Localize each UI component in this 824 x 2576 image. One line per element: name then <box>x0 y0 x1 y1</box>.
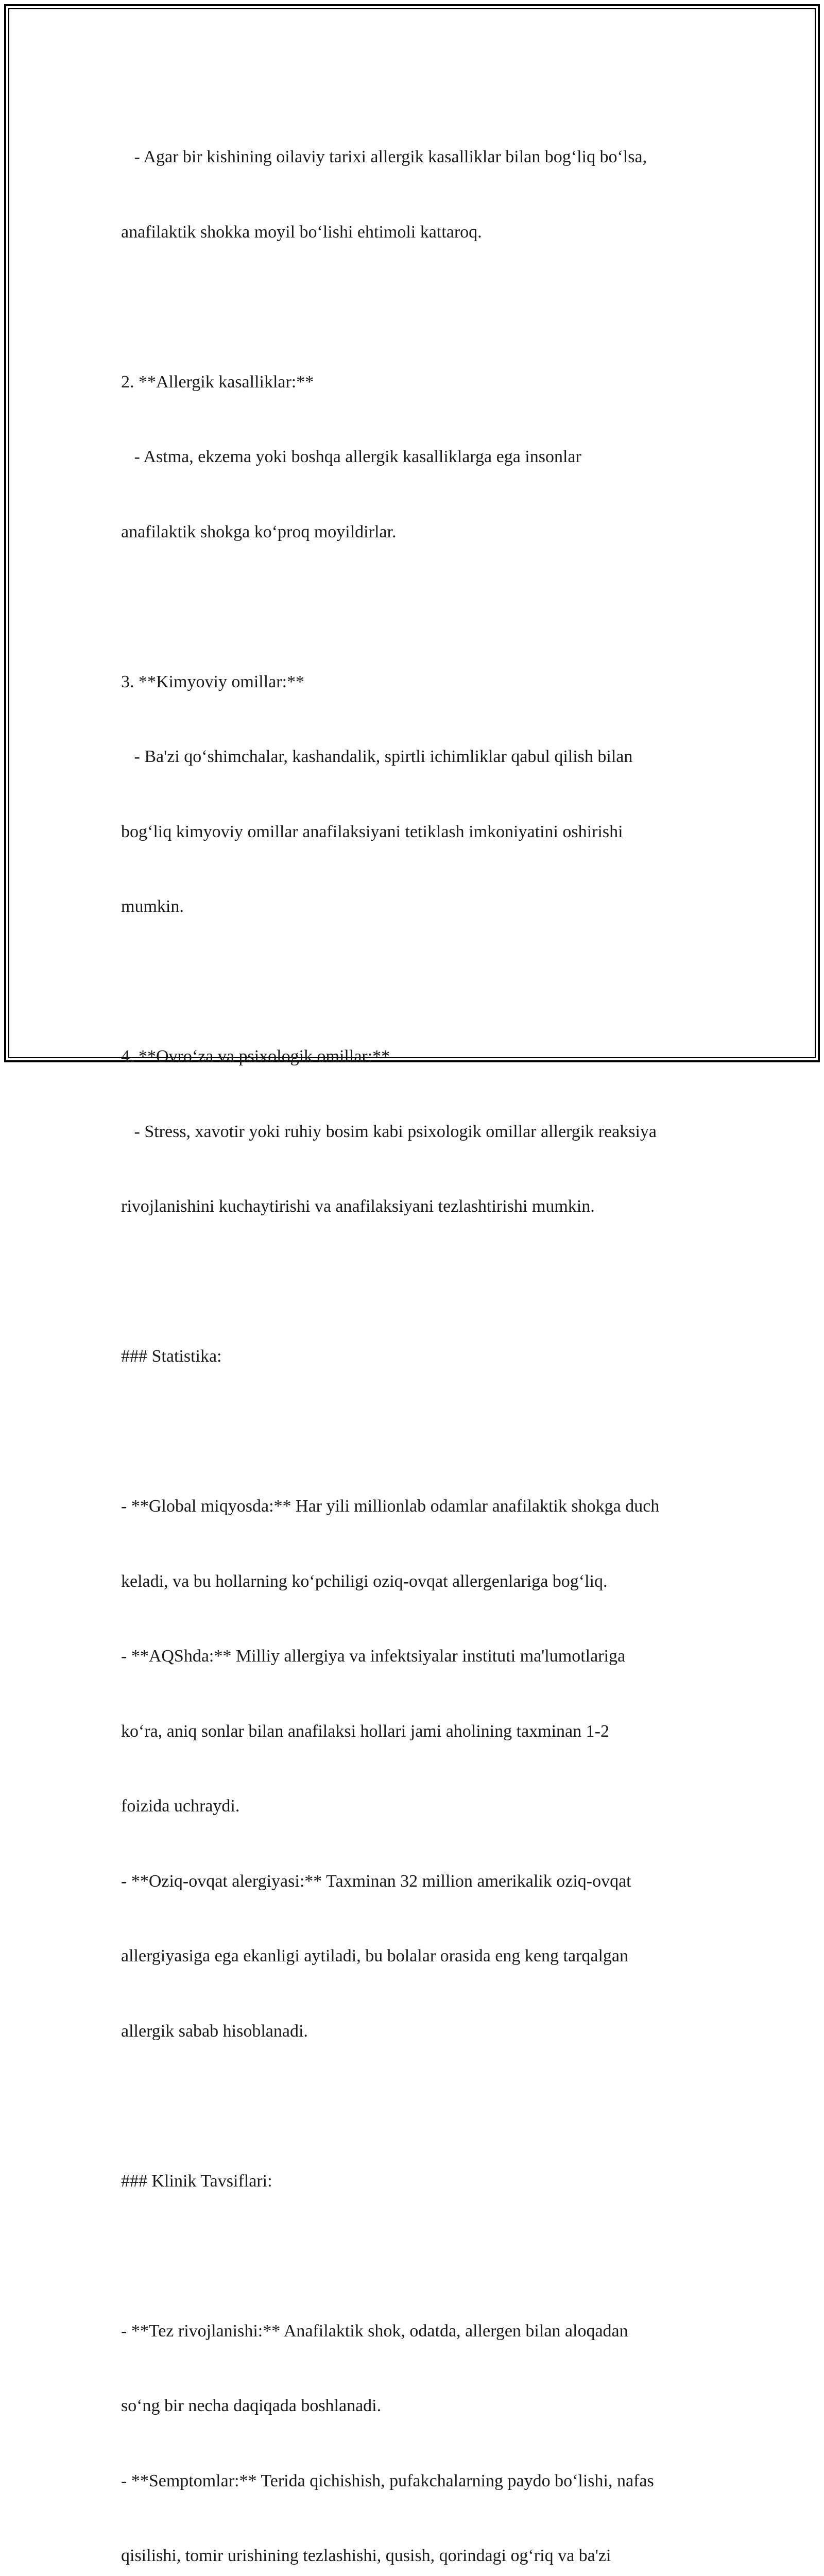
text-line: anafilaktik shokga ko‘proq moyildirlar. <box>121 522 397 541</box>
blank-line <box>121 595 718 620</box>
text-line: keladi, va bu hollarning ko‘pchiligi oziq-ovqat allergenlariga bog‘liq. <box>121 1571 608 1591</box>
list-heading: 2. **Allergik kasalliklar:** <box>121 372 314 392</box>
text-line: so‘ng bir necha daqiqada boshlanadi. <box>121 2396 382 2415</box>
blank-line <box>121 970 718 995</box>
text-line: - Stress, xavotir yoki ruhiy bosim kabi psixologik omillar allergik reaksiya <box>121 1122 657 1141</box>
text-line: - **Semptomlar:** Terida qichishish, pufakchalarning paydo bo‘lishi, nafas <box>121 2471 654 2490</box>
list-heading: 3. **Kimyoviy omillar:** <box>121 672 305 691</box>
document-body <box>121 95 718 2576</box>
list-heading: 4. **Ovro‘za va psixologik omillar:** <box>121 1047 390 1066</box>
text-line: - **AQShda:** Milliy allergiya va infektsiyalar instituti ma'lumotlariga <box>121 1647 626 1666</box>
blank-line <box>121 2094 718 2119</box>
section-heading: ### Statistika: <box>121 1347 222 1366</box>
text-line: - Agar bir kishining oilaviy tarixi allergik kasalliklar bilan bog‘liq bo‘lsa, <box>121 147 647 166</box>
text-line: mumkin. <box>121 897 184 916</box>
text-line: foizida uchraydi. <box>121 1797 240 1816</box>
text-line: anafilaktik shokka moyil bo‘lishi ehtimoli kattaroq. <box>121 222 482 242</box>
text-line: ko‘ra, aniq sonlar bilan anafilaksi hollari jami aholining taxminan 1-2 <box>121 1721 609 1741</box>
blank-line <box>121 295 718 320</box>
text-line: rivojlanishini kuchaytirishi va anafilaksiyani tezlashtirishi mumkin. <box>121 1197 595 1216</box>
text-line: qisilishi, tomir urishining tezlashishi, qusish, qorindagi og‘riq va ba'zi <box>121 2546 611 2565</box>
blank-line <box>121 1419 718 1445</box>
section-heading: ### Klinik Tavsiflari: <box>121 2171 272 2191</box>
text-line: - **Tez rivojlanishi:** Anafilaktik shok, odatda, allergen bilan aloqadan <box>121 2321 628 2341</box>
text-line: - Ba'zi qo‘shimchalar, kashandalik, spirtli ichimliklar qabul qilish bilan <box>121 747 633 766</box>
text-line: - **Oziq-ovqat alergiyasi:** Taxminan 32 million amerikalik oziq-ovqat <box>121 1871 631 1891</box>
text-line: allergik sabab hisoblanadi. <box>121 2021 308 2041</box>
text-line: - **Global miqyosda:** Har yili millionlab odamlar anafilaktik shokga duch <box>121 1497 660 1516</box>
text-line: allergiyasiga ega ekanligi aytiladi, bu bolalar orasida eng keng tarqalgan <box>121 1946 629 1965</box>
text-line: - Astma, ekzema yoki boshqa allergik kasalliklarga ega insonlar <box>121 447 581 466</box>
blank-line <box>121 2244 718 2269</box>
blank-line <box>121 1269 718 1295</box>
text-line: bog‘liq kimyoviy omillar anafilaksiyani tetiklash imkoniyatini oshirishi <box>121 822 623 841</box>
